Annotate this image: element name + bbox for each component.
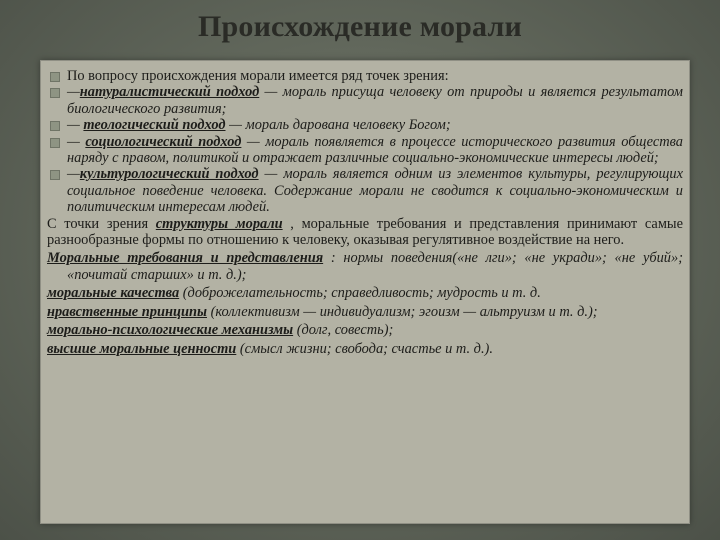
bullet-term: теологический подход bbox=[83, 117, 226, 134]
bullet-term: социологический подход bbox=[85, 133, 242, 150]
bullet-prefix: — bbox=[67, 117, 84, 134]
bullet-prefix: — bbox=[67, 133, 86, 150]
bullet-prefix: — bbox=[67, 166, 80, 183]
bullet-term: культурологический подход bbox=[79, 166, 259, 183]
square-bullet-icon bbox=[50, 138, 60, 148]
definition-term: нравственные принципы bbox=[47, 303, 207, 320]
bullet-term: натуралистический подход bbox=[79, 84, 260, 101]
square-bullet-icon bbox=[50, 72, 60, 82]
bullet-rest: — мораль появляется в процессе исторического развития общества наряду с правом, политикой и отражает различные социально-экономические интересы людей; bbox=[67, 133, 683, 167]
definition-term: моральные качества bbox=[47, 285, 180, 302]
structure-term: структуры морали bbox=[155, 215, 283, 232]
definition-term: морально-психологические механизмы bbox=[47, 322, 294, 339]
bullet-item-culturological bbox=[47, 166, 683, 215]
bullet-item-intro bbox=[47, 68, 683, 84]
definition-principles bbox=[47, 304, 683, 320]
slide-title: Происхождение морали bbox=[197, 10, 523, 43]
square-bullet-icon bbox=[50, 88, 60, 98]
bullet-rest: — мораль является одним из элементов культуры, регулирующих социальное поведение человека. Содержание морали не сводится к социально-экономическим и политическим интересам людей. bbox=[67, 166, 683, 216]
definition-text: (смысл жизни; свобода; счастье и т. д.). bbox=[236, 340, 493, 357]
bullet-item-theological bbox=[47, 117, 683, 133]
structure-paragraph bbox=[47, 216, 683, 249]
bullet-item-sociological bbox=[47, 134, 683, 167]
definition-text: : нормы поведения(«не лги»; «не укради»; «не убий»; «почитай старших» и т. д.); bbox=[67, 250, 683, 283]
definition-text: (доброжелательность; справедливость; мудрость и т. д. bbox=[179, 285, 541, 302]
definition-term: Моральные требования и представления bbox=[47, 250, 324, 267]
definition-mechanisms bbox=[47, 322, 683, 338]
definition-term: высшие моральные ценности bbox=[47, 340, 237, 357]
structure-after: , моральные требования и представления принимают самые разнообразные формы по отношению к человеку, оказывая регулятивное воздействие на него. bbox=[47, 215, 683, 249]
content-panel bbox=[40, 60, 690, 524]
bullet-rest: — мораль присуща человеку от природы и является результатом биологического развития; bbox=[67, 84, 683, 117]
definition-text: (коллективизм — индивидуализм; эгоизм — альтруизм и т. д.); bbox=[206, 303, 598, 320]
bullet-prefix: — bbox=[67, 84, 80, 101]
square-bullet-icon bbox=[50, 170, 60, 180]
bullet-text: По вопросу происхождения морали имеется ряд точек зрения: bbox=[67, 68, 449, 84]
square-bullet-icon bbox=[50, 121, 60, 131]
structure-before: С точки зрения bbox=[47, 215, 156, 232]
definition-requirements bbox=[47, 250, 683, 283]
definition-qualities bbox=[47, 285, 683, 301]
bullet-item-naturalistic bbox=[47, 84, 683, 117]
bullet-rest: — мораль дарована человеку Богом; bbox=[225, 117, 451, 134]
definition-text: (долг, совесть); bbox=[293, 322, 394, 339]
definition-values bbox=[47, 341, 683, 357]
content-body bbox=[47, 68, 683, 357]
